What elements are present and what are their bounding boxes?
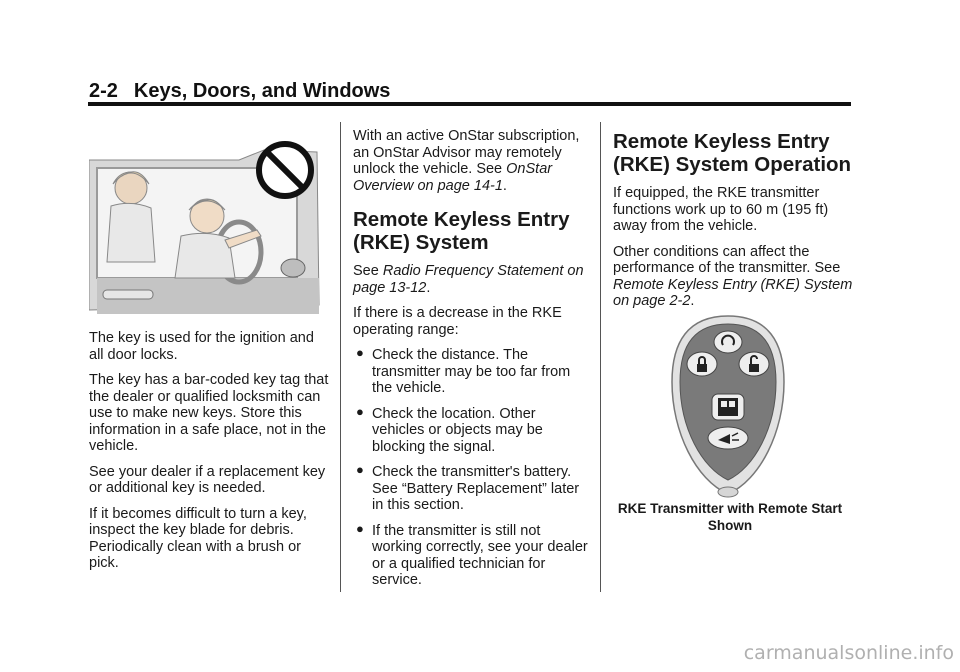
list-item-text: Check the transmitter's battery. See “Battery Replacement” later in this section. bbox=[372, 464, 580, 513]
cross-reference-link[interactable]: Radio Frequency Statement on page 13-12 bbox=[353, 263, 584, 296]
rke-transmitter-illustration bbox=[668, 312, 788, 502]
watermark: carmanualsonline.info bbox=[743, 642, 954, 664]
paragraph: If it becomes difficult to turn a key, inspect the key blade for debris. Periodically clean with a brush or pick. bbox=[89, 505, 307, 571]
paragraph: If equipped, the RKE transmitter functions work up to 60 m (195 ft) away from the vehicle. bbox=[613, 185, 829, 234]
children-in-car-illustration bbox=[89, 140, 321, 320]
paragraph: If there is a decrease in the RKE operating range: bbox=[353, 305, 562, 338]
column-divider bbox=[340, 122, 341, 592]
text: See bbox=[353, 263, 383, 279]
list-item bbox=[353, 403, 591, 456]
paragraph: See your dealer if a replacement key or additional key is needed. bbox=[89, 463, 326, 496]
cross-reference-link[interactable]: Remote Keyless Entry (RKE) System on page 2-2 bbox=[613, 276, 853, 309]
header-rule bbox=[88, 102, 851, 106]
bullet-icon: ● bbox=[356, 403, 364, 419]
text: . bbox=[690, 293, 695, 309]
column-1 bbox=[89, 140, 329, 581]
cross-reference-link[interactable]: OnStar Overview on page 14-1 bbox=[353, 161, 553, 194]
list-item-text: Check the distance. The transmitter may be too far from the vehicle. bbox=[372, 347, 571, 396]
bullet-icon: ● bbox=[356, 345, 364, 360]
list-item bbox=[353, 464, 591, 514]
bullet-icon: ● bbox=[356, 462, 364, 477]
section-heading: Remote Keyless Entry (RKE) System Operation bbox=[613, 130, 852, 176]
page-number: 2-2 bbox=[89, 80, 118, 102]
column-3 bbox=[613, 130, 853, 319]
figure-caption: RKE Transmitter with Remote Start Shown bbox=[617, 501, 843, 533]
onstar-paragraph bbox=[353, 128, 591, 194]
text: With an active OnStar subscription, an OnStar Advisor may remotely unlock the vehicle. See bbox=[353, 128, 580, 177]
page-header bbox=[89, 80, 390, 103]
bullet-list bbox=[353, 347, 591, 589]
section-title: Keys, Doors, and Windows bbox=[133, 80, 391, 102]
paragraph: The key has a bar-coded key tag that the dealer or qualified locksmith can use to make new keys. Store this information in a safe place, not in the vehicle. bbox=[89, 372, 329, 454]
list-item-text: Check the location. Other vehicles or objects may be blocking the signal. bbox=[372, 405, 543, 455]
text: Other conditions can affect the performance of the transmitter. See bbox=[613, 243, 841, 276]
section-heading: Remote Keyless Entry (RKE) System bbox=[353, 208, 570, 254]
text: . bbox=[426, 279, 431, 296]
paragraph bbox=[613, 244, 853, 310]
see-paragraph bbox=[353, 263, 591, 296]
remote-start-button bbox=[714, 331, 742, 353]
list-item-text: If the transmitter is still not working correctly, see your dealer or a qualified technician for service. bbox=[372, 522, 588, 588]
column-2 bbox=[353, 128, 591, 598]
paragraph: The key is used for the ignition and all door locks. bbox=[89, 330, 314, 363]
text: . bbox=[502, 177, 507, 194]
bullet-icon: ● bbox=[356, 520, 364, 536]
list-item bbox=[353, 520, 591, 589]
list-item bbox=[353, 347, 591, 397]
